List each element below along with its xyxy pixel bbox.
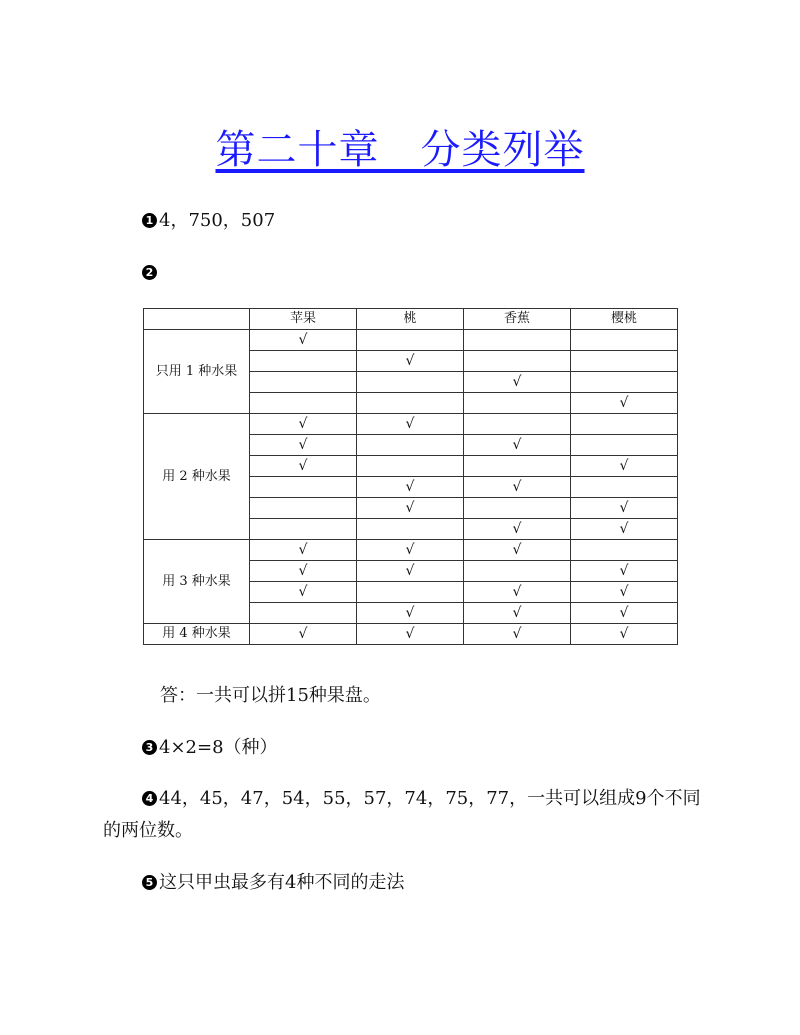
- check-mark: √: [464, 603, 571, 624]
- answer-4-continuation: 的两位数。: [103, 820, 193, 841]
- check-mark: √: [357, 351, 464, 372]
- number-badge-4: 4: [142, 791, 157, 806]
- table-cell: [464, 330, 571, 351]
- number-badge-5: 5: [142, 875, 157, 890]
- number-badge-3: 3: [142, 740, 157, 755]
- check-mark: √: [357, 561, 464, 582]
- check-mark: √: [250, 540, 357, 561]
- table-cell: [571, 540, 678, 561]
- table-cell: [250, 351, 357, 372]
- check-mark: √: [571, 498, 678, 519]
- check-mark: √: [571, 456, 678, 477]
- fruit-combination-table: [143, 308, 678, 645]
- check-mark: √: [571, 582, 678, 603]
- answer-1-text: 4，750，507: [159, 210, 276, 231]
- table-body: [144, 330, 678, 645]
- check-mark: √: [357, 414, 464, 435]
- table-cell: [357, 456, 464, 477]
- table-cell: [357, 519, 464, 540]
- table-header-row: [144, 309, 678, 330]
- check-mark: √: [357, 477, 464, 498]
- check-mark: √: [571, 624, 678, 645]
- table-row: [144, 540, 678, 561]
- table-cell: [571, 351, 678, 372]
- table-cell: [464, 414, 571, 435]
- header-apple: 苹果: [250, 309, 357, 330]
- table-row: [144, 330, 678, 351]
- table-cell: [357, 330, 464, 351]
- check-mark: √: [250, 456, 357, 477]
- table-cell: [571, 414, 678, 435]
- check-mark: √: [357, 498, 464, 519]
- group-label: 只用 1 种水果: [144, 330, 250, 414]
- check-mark: √: [464, 624, 571, 645]
- answer-3: [142, 735, 278, 761]
- table-cell: [250, 393, 357, 414]
- header-peach: 桃: [357, 309, 464, 330]
- table-cell: [571, 330, 678, 351]
- check-mark: √: [464, 519, 571, 540]
- header-banana: 香蕉: [464, 309, 571, 330]
- header-corner: [144, 309, 250, 330]
- answer-4: [142, 786, 701, 812]
- table-cell: [250, 372, 357, 393]
- table-cell: [571, 435, 678, 456]
- check-mark: √: [464, 540, 571, 561]
- answer-3-text: 4×2=8（种）: [159, 737, 278, 758]
- table-cell: [250, 519, 357, 540]
- table-cell: [571, 477, 678, 498]
- table-cell: [464, 393, 571, 414]
- table-row: [144, 624, 678, 645]
- table-cell: [464, 561, 571, 582]
- table-cell: [250, 477, 357, 498]
- check-mark: √: [464, 372, 571, 393]
- check-mark: √: [357, 540, 464, 561]
- check-mark: √: [464, 582, 571, 603]
- group-label: 用 4 种水果: [144, 624, 250, 645]
- check-mark: √: [357, 603, 464, 624]
- table-cell: [464, 456, 571, 477]
- group-label: 用 2 种水果: [144, 414, 250, 540]
- table-cell: [357, 582, 464, 603]
- answer-5-text: 这只甲虫最多有4种不同的走法: [159, 872, 405, 893]
- answer-2: [142, 260, 159, 286]
- table-cell: [357, 393, 464, 414]
- check-mark: √: [250, 414, 357, 435]
- check-mark: √: [357, 624, 464, 645]
- answer-2-summary: 答：一共可以拼15种果盘。: [160, 685, 381, 706]
- check-mark: √: [250, 435, 357, 456]
- check-mark: √: [250, 561, 357, 582]
- check-mark: √: [250, 582, 357, 603]
- number-badge-1: 1: [142, 213, 157, 228]
- check-mark: √: [571, 603, 678, 624]
- check-mark: √: [250, 330, 357, 351]
- check-mark: √: [464, 477, 571, 498]
- table-cell: [250, 498, 357, 519]
- check-mark: √: [250, 624, 357, 645]
- table-row: [144, 414, 678, 435]
- check-mark: √: [464, 435, 571, 456]
- check-mark: √: [571, 561, 678, 582]
- table-cell: [250, 603, 357, 624]
- group-label: 用 3 种水果: [144, 540, 250, 624]
- answer-5: [142, 870, 404, 896]
- check-mark: √: [571, 393, 678, 414]
- answer-1: [142, 208, 275, 234]
- check-mark: √: [571, 519, 678, 540]
- header-cherry: 樱桃: [571, 309, 678, 330]
- answer-4-text: 44，45，47，54，55，57，74，75，77，一共可以组成9个不同: [159, 788, 701, 809]
- table-cell: [357, 372, 464, 393]
- page-title: 第二十章 分类列举: [215, 127, 585, 173]
- table-cell: [464, 351, 571, 372]
- table-cell: [464, 498, 571, 519]
- number-badge-2: 2: [142, 265, 157, 280]
- table-cell: [357, 435, 464, 456]
- table-cell: [571, 372, 678, 393]
